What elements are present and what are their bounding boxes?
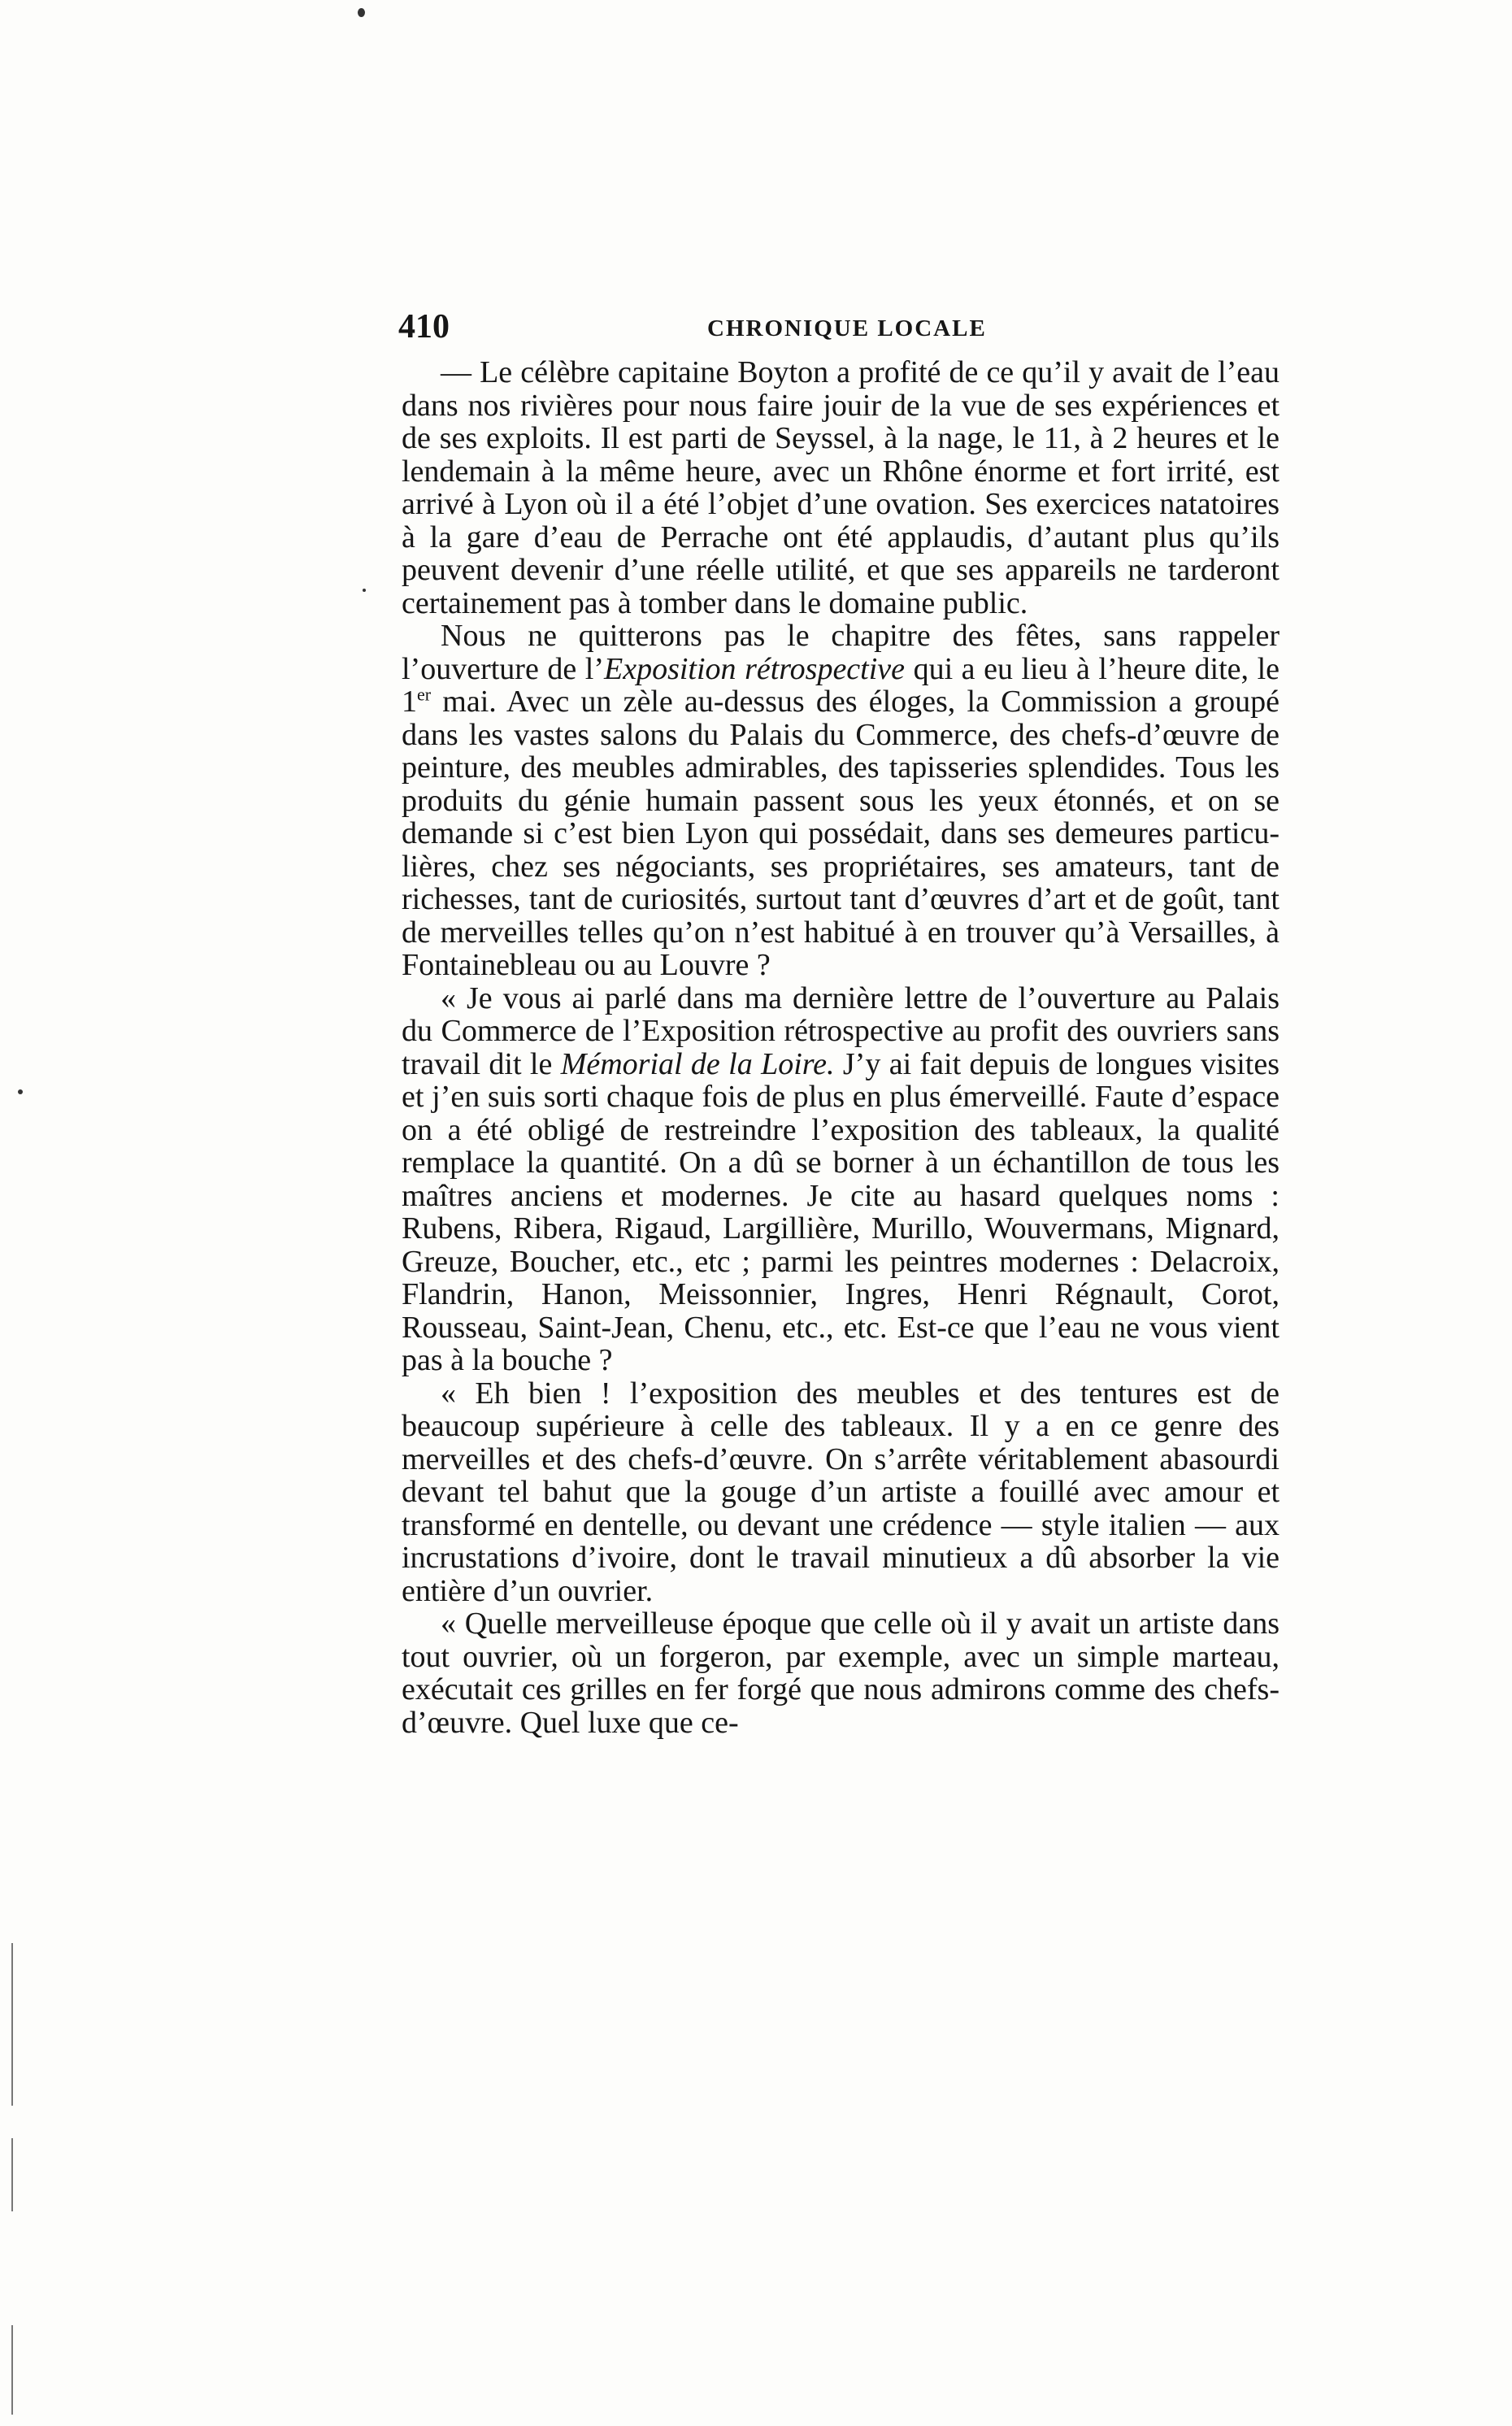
paragraph-boyton: — Le célèbre capitaine Boyton a profité de ce qu’il y avait de l’eau dans nos rivières pour nous faire jouir de la vue de ses expériences et de ses exploits. Il est parti de Seyssel, à la nage, le 11, à 2 heures et le lendemain à la même heure, avec un Rhône énorme et fort irrité, est arrivé à Lyon où il a été l’objet d’une ovation. Ses exercices natatoires à la gare d’eau de Perrache ont été applaudis, d’autant plus qu’ils peuvent devenir d’une réelle utilité, et que ses appareils ne tarderont certainement pas à tomber dans le domaine public. <box>402 355 1280 620</box>
page-header <box>398 309 1284 345</box>
paragraph-text: « Je vous ai parlé dans ma dernière lettre de l’ouverture au Palais du Commerce de l’Exposition rétrospective au profit des ouvriers sans travail dit le <box>402 980 1280 1081</box>
running-head: CHRONIQUE LOCALE <box>707 315 987 341</box>
page-number: 410 <box>398 308 450 346</box>
paragraph-quote-artiste: « Quelle merveilleuse époque que celle où il y avait un artiste dans tout ouvrier, où un forgeron, par exemple, avec un simple marteau, exécutait ces grilles en fer forgé que nous admirons comme des chefs-d’œuvre. Quel luxe que ce- <box>402 1606 1280 1740</box>
scan-edge-mark <box>11 2325 13 2415</box>
scan-speck <box>363 589 366 592</box>
paragraph-text: Nous ne quitterons pas le chapitre des fêtes, sans rappeler l’ouverture de l’ <box>402 619 1280 686</box>
paragraph-quote-meubles: « Eh bien ! l’exposition des meubles et des tentures est de beaucoup supérieure à celle des tableaux. Il y a en ce genre des merveilles et des chefs-d’œuvre. On s’arrête véritablement abasourdi devant tel bahut que la gouge d’un artiste a fouillé avec amour et transformé en dentelle, ou devant une crédence — style italien — aux incrustations d’ivoire, dont le travail minutieux a dû absorber la vie entière d’un ouvrier. <box>402 1376 1280 1608</box>
article-body <box>402 356 1280 1739</box>
scan-edge-mark <box>11 1943 13 2106</box>
paragraph-text: J’y ai fait depuis de longues visites et j’en suis sorti chaque fois de plus en plus émerveillé. Faute d’espace on a été obligé de restreindre l’exposition des tableaux, la qualité remplace la quantité. On a dû se borner à un échantillon de tous les maîtres anciens et modernes. Je cite au hasard quelques noms : Rubens, Ribera, Rigaud, Largillière, Murillo, Wouvermans, Mignard, Greuze, Boucher, etc., etc ; parmi les peintres modernes : Delacroix, Flandrin, Hanon, Meissonnier, Ingres, Henri Régnault, Corot, Rousseau, Saint-Jean, Chenu, etc., etc. Est-ce que l’eau ne vous vient pas à la bouche ? <box>402 1046 1280 1377</box>
ordinal-suffix: er <box>417 684 432 705</box>
newspaper-title: Mémorial de la Loire. <box>560 1046 835 1081</box>
exposition-title: Exposition rétrospective <box>603 651 906 686</box>
paragraph-exposition <box>402 620 1280 982</box>
paragraph-text: qui a eu lieu à l’heure dite, le 1 <box>402 651 1280 719</box>
paragraph-text: mai. Avec un zèle au-dessus des éloges, la Commission a groupé dans les vastes salons du Palais du Commerce, des chefs-d’œuvre de peinture, des meubles admirables, des tapisseries splendides. Tous les produits du génie humain passent sous les yeux étonnés, et on se demande si c’est bien Lyon qui possédait, dans ses demeures particulières, chez ses négociants, ses propriétaires, ses amateurs, tant de richesses, tant de curiosités, surtout tant d’œuvres d’art et de goût, tant de merveilles telles qu’on n’est habitué à en trouver qu’à Versailles, à Fontainebleau ou au Louvre ? <box>402 685 1280 982</box>
paragraph-quote-tableaux <box>402 982 1280 1377</box>
scan-speck <box>18 1089 23 1094</box>
scan-edge-mark <box>11 2138 13 2211</box>
scan-speck <box>358 8 365 17</box>
